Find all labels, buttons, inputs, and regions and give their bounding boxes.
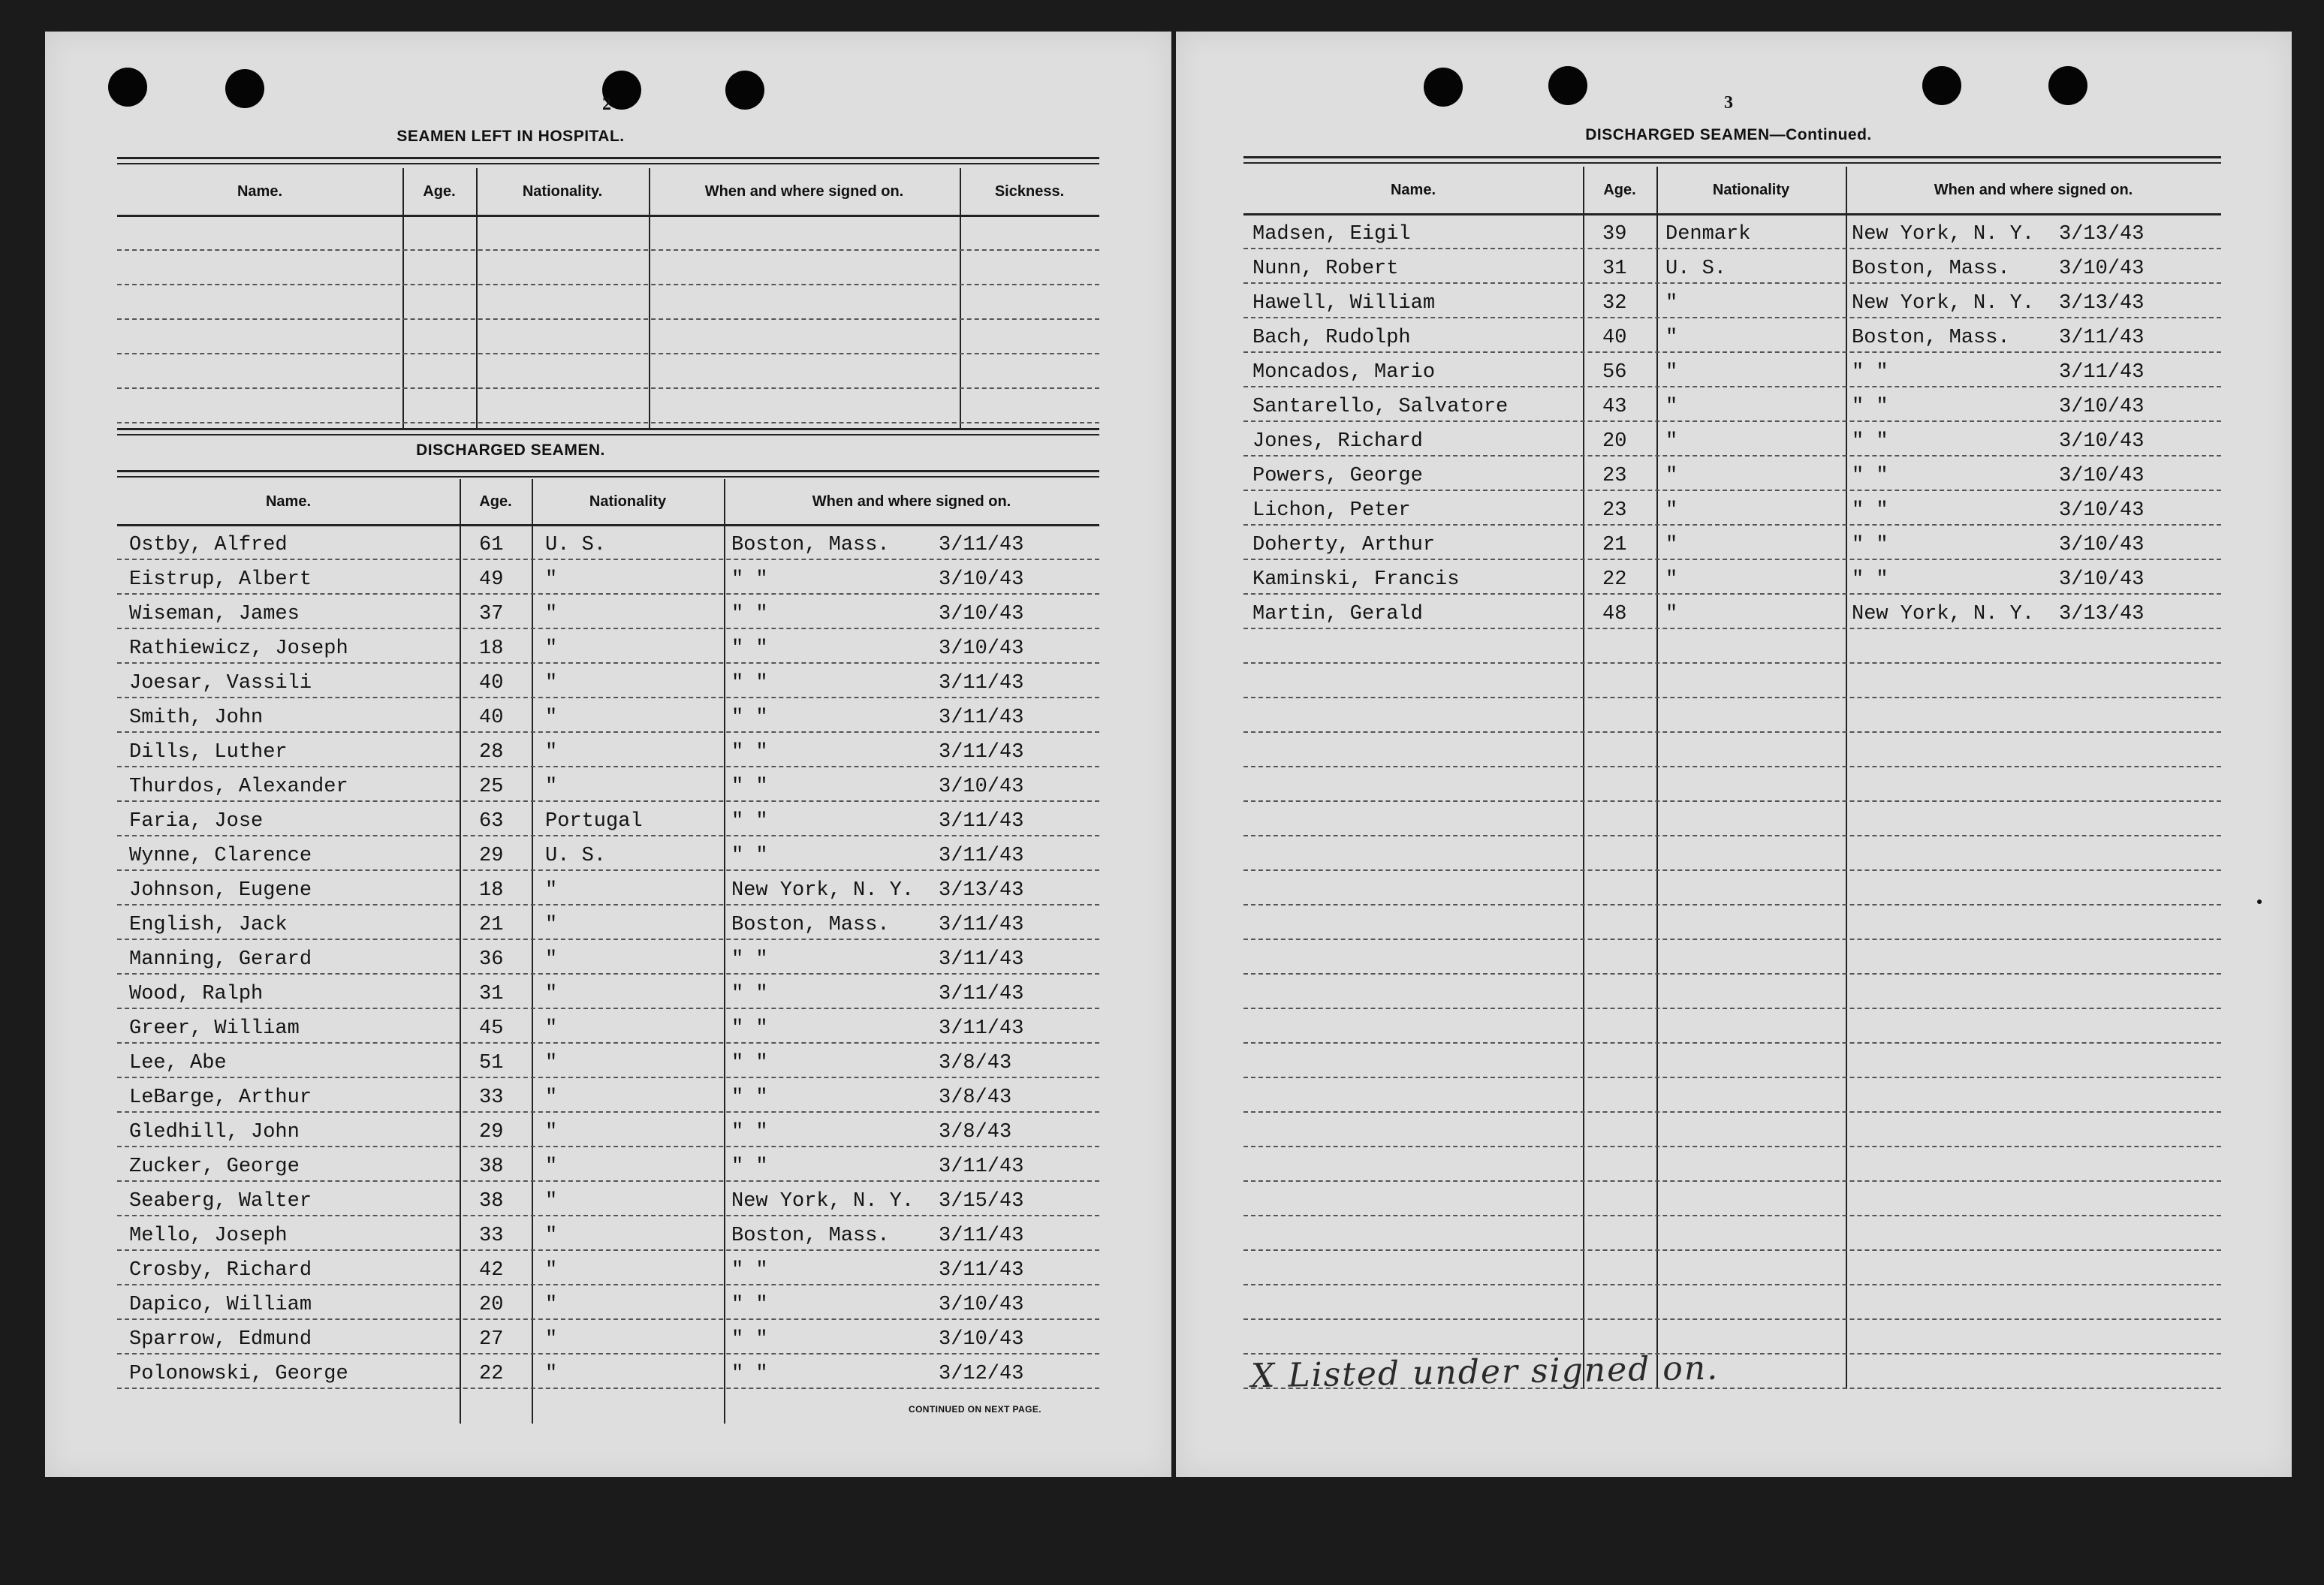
seaman-age: 63 xyxy=(479,810,504,833)
header-nationality: Nationality. xyxy=(522,182,603,200)
hospital-section-title: SEAMEN LEFT IN HOSPITAL. xyxy=(396,128,625,145)
seaman-nationality: " xyxy=(545,983,558,1005)
header-name: Name. xyxy=(1390,181,1436,198)
signed-on-place: " " xyxy=(1852,568,1888,591)
seaman-age: 18 xyxy=(479,879,504,902)
seaman-name: Johnson, Eugene xyxy=(129,879,312,902)
table-row xyxy=(117,662,1099,698)
signed-on-place: Boston, Mass. xyxy=(731,914,890,936)
seaman-nationality: " xyxy=(1665,396,1678,418)
seaman-nationality: " xyxy=(545,1294,558,1316)
signed-on-place: " " xyxy=(731,776,768,798)
signed-on-place: " " xyxy=(1852,361,1888,384)
table-row xyxy=(117,284,1099,320)
table-row xyxy=(1243,800,2221,836)
seaman-name: Mello, Joseph xyxy=(129,1225,288,1247)
hospital-table xyxy=(117,168,1099,429)
paper-speck xyxy=(2257,899,2262,904)
signed-on-place: " " xyxy=(731,1294,768,1316)
table-row xyxy=(1243,282,2221,318)
table-row xyxy=(117,766,1099,802)
signed-on-place: " " xyxy=(731,568,768,591)
seaman-name: Ostby, Alfred xyxy=(129,534,288,556)
seaman-age: 39 xyxy=(1602,223,1627,246)
signed-on-place: Boston, Mass. xyxy=(1852,258,2010,280)
seaman-nationality: " xyxy=(545,1017,558,1040)
signed-on-date: 3/11/43 xyxy=(939,1156,1024,1178)
discharged-table xyxy=(117,479,1099,1424)
signed-on-date: 3/8/43 xyxy=(939,1086,1012,1109)
table-row xyxy=(1243,213,2221,249)
seaman-nationality: " xyxy=(1665,499,1678,522)
table-row xyxy=(1243,593,2221,629)
seaman-nationality: " xyxy=(545,568,558,591)
table-row xyxy=(1243,766,2221,802)
table-row xyxy=(1243,1318,2221,1354)
signed-on-date: 3/11/43 xyxy=(939,948,1024,971)
signed-on-date: 3/11/43 xyxy=(2059,327,2145,349)
table-row xyxy=(1243,1008,2221,1044)
signed-on-place: " " xyxy=(1852,465,1888,487)
table-row xyxy=(1243,351,2221,387)
table-row xyxy=(1243,490,2221,526)
signed-on-date: 3/10/43 xyxy=(2059,568,2145,591)
seaman-nationality: " xyxy=(545,603,558,625)
signed-on-place: " " xyxy=(731,983,768,1005)
table-row xyxy=(1243,1042,2221,1078)
table-row xyxy=(1243,1111,2221,1147)
signed-on-date: 3/11/43 xyxy=(939,1017,1024,1040)
table-row xyxy=(117,1008,1099,1044)
seaman-nationality: " xyxy=(1665,465,1678,487)
header-signed-on: When and where signed on. xyxy=(1934,181,2133,198)
seaman-nationality: " xyxy=(545,741,558,764)
seaman-nationality: " xyxy=(545,1328,558,1351)
table-row xyxy=(117,1077,1099,1113)
seaman-name: Moncados, Mario xyxy=(1252,361,1436,384)
seaman-name: Joesar, Vassili xyxy=(129,672,312,695)
seaman-name: Santarello, Salvatore xyxy=(1252,396,1509,418)
seaman-nationality: " xyxy=(1665,292,1678,315)
signed-on-place: " " xyxy=(731,948,768,971)
seaman-name: Gledhill, John xyxy=(129,1121,300,1144)
seaman-age: 27 xyxy=(479,1328,504,1351)
table-row xyxy=(1243,1146,2221,1182)
table-row xyxy=(117,1249,1099,1285)
table-row xyxy=(117,387,1099,423)
discharged-continued-table xyxy=(1243,167,2221,1389)
seaman-name: Bach, Rudolph xyxy=(1252,327,1411,349)
seaman-nationality: " xyxy=(545,914,558,936)
seaman-nationality: " xyxy=(1665,327,1678,349)
seaman-age: 22 xyxy=(1602,568,1627,591)
seaman-nationality: " xyxy=(1665,430,1678,453)
seaman-name: English, Jack xyxy=(129,914,288,936)
signed-on-place: " " xyxy=(731,1121,768,1144)
signed-on-place: Boston, Mass. xyxy=(731,534,890,556)
signed-on-date: 3/12/43 xyxy=(939,1363,1024,1385)
seaman-age: 33 xyxy=(479,1086,504,1109)
handwritten-note: X Listed under signed on. xyxy=(1250,1348,1720,1396)
table-row xyxy=(117,904,1099,940)
seaman-nationality: U. S. xyxy=(545,845,607,867)
signed-on-date: 3/11/43 xyxy=(939,810,1024,833)
seaman-name: Wiseman, James xyxy=(129,603,300,625)
table-row xyxy=(1243,1284,2221,1320)
seaman-name: Zucker, George xyxy=(129,1156,300,1178)
seaman-age: 32 xyxy=(1602,292,1627,315)
table-row xyxy=(117,1353,1099,1389)
seaman-name: Sparrow, Edmund xyxy=(129,1328,312,1351)
table-row xyxy=(117,215,1099,251)
signed-on-date: 3/8/43 xyxy=(939,1052,1012,1074)
signed-on-place: " " xyxy=(731,637,768,660)
table-row xyxy=(1243,835,2221,871)
seaman-nationality: " xyxy=(545,776,558,798)
seaman-age: 25 xyxy=(479,776,504,798)
seaman-name: LeBarge, Arthur xyxy=(129,1086,312,1109)
signed-on-date: 3/11/43 xyxy=(939,983,1024,1005)
seaman-nationality: " xyxy=(545,1259,558,1282)
table-row xyxy=(1243,386,2221,422)
table-row xyxy=(117,1146,1099,1182)
seaman-nationality: " xyxy=(545,1121,558,1144)
seaman-name: Lichon, Peter xyxy=(1252,499,1411,522)
table-row xyxy=(117,628,1099,664)
signed-on-date: 3/11/43 xyxy=(939,845,1024,867)
seaman-age: 31 xyxy=(1602,258,1627,280)
signed-on-date: 3/11/43 xyxy=(939,707,1024,729)
seaman-age: 48 xyxy=(1602,603,1627,625)
seaman-age: 38 xyxy=(479,1156,504,1178)
section-rule xyxy=(117,157,1099,159)
signed-on-date: 3/10/43 xyxy=(2059,258,2145,280)
signed-on-place: " " xyxy=(731,1017,768,1040)
punch-hole xyxy=(2048,66,2087,105)
table-row xyxy=(117,835,1099,871)
seaman-name: Faria, Jose xyxy=(129,810,264,833)
table-row xyxy=(1243,420,2221,457)
table-row xyxy=(1243,731,2221,767)
section-rule xyxy=(117,470,1099,472)
seaman-age: 37 xyxy=(479,603,504,625)
signed-on-place: " " xyxy=(731,810,768,833)
header-name: Name. xyxy=(265,493,312,510)
table-row xyxy=(117,318,1099,354)
seaman-age: 29 xyxy=(479,1121,504,1144)
signed-on-date: 3/10/43 xyxy=(2059,465,2145,487)
table-row xyxy=(1243,1180,2221,1216)
table-row xyxy=(1243,317,2221,353)
seaman-name: Nunn, Robert xyxy=(1252,258,1399,280)
seaman-name: Crosby, Richard xyxy=(129,1259,312,1282)
signed-on-place: " " xyxy=(731,1156,768,1178)
seaman-nationality: " xyxy=(545,879,558,902)
table-row xyxy=(1243,1077,2221,1113)
signed-on-place: " " xyxy=(1852,430,1888,453)
seaman-name: Wood, Ralph xyxy=(129,983,264,1005)
seaman-name: Kaminski, Francis xyxy=(1252,568,1460,591)
table-row xyxy=(117,973,1099,1009)
seaman-nationality: " xyxy=(1665,361,1678,384)
seaman-age: 42 xyxy=(479,1259,504,1282)
signed-on-place: New York, N. Y. xyxy=(731,879,915,902)
signed-on-place: " " xyxy=(731,1259,768,1282)
seaman-name: Eistrup, Albert xyxy=(129,568,312,591)
signed-on-date: 3/10/43 xyxy=(939,776,1024,798)
table-row xyxy=(1243,662,2221,698)
signed-on-place: " " xyxy=(731,845,768,867)
discharged-section-title: DISCHARGED SEAMEN. xyxy=(416,441,605,459)
seaman-age: 38 xyxy=(479,1190,504,1213)
seaman-age: 33 xyxy=(479,1225,504,1247)
signed-on-date: 3/10/43 xyxy=(2059,430,2145,453)
seaman-nationality: U. S. xyxy=(1665,258,1727,280)
seaman-nationality: " xyxy=(545,707,558,729)
header-age: Age. xyxy=(423,182,456,200)
punch-hole xyxy=(725,71,764,110)
table-row xyxy=(117,1180,1099,1216)
seaman-age: 29 xyxy=(479,845,504,867)
page-number: 2 xyxy=(602,95,611,114)
header-name: Name. xyxy=(237,182,283,200)
header-nationality: Nationality xyxy=(589,493,667,510)
seaman-age: 61 xyxy=(479,534,504,556)
header-signed-on: When and where signed on. xyxy=(812,493,1011,510)
seaman-age: 20 xyxy=(1602,430,1627,453)
seaman-age: 43 xyxy=(1602,396,1627,418)
signed-on-date: 3/13/43 xyxy=(2059,292,2145,315)
page-number: 3 xyxy=(1724,93,1733,113)
seaman-age: 20 xyxy=(479,1294,504,1316)
seaman-age: 40 xyxy=(479,707,504,729)
table-row xyxy=(117,1042,1099,1078)
seaman-nationality: " xyxy=(545,1363,558,1385)
seaman-nationality: " xyxy=(545,637,558,660)
seaman-nationality: " xyxy=(545,1156,558,1178)
table-row xyxy=(117,1318,1099,1354)
table-row xyxy=(117,800,1099,836)
signed-on-date: 3/11/43 xyxy=(939,1225,1024,1247)
seaman-age: 21 xyxy=(1602,534,1627,556)
seaman-name: Manning, Gerard xyxy=(129,948,312,971)
seaman-nationality: " xyxy=(545,948,558,971)
signed-on-place: " " xyxy=(731,1086,768,1109)
table-row xyxy=(117,869,1099,905)
table-row xyxy=(117,249,1099,285)
seaman-nationality: " xyxy=(1665,603,1678,625)
continued-note: CONTINUED ON NEXT PAGE. xyxy=(909,1404,1041,1415)
signed-on-date: 3/13/43 xyxy=(939,879,1024,902)
punch-hole xyxy=(108,68,147,107)
signed-on-place: " " xyxy=(731,672,768,695)
table-row xyxy=(117,1111,1099,1147)
signed-on-place: " " xyxy=(731,603,768,625)
seaman-name: Powers, George xyxy=(1252,465,1423,487)
seaman-nationality: " xyxy=(545,1190,558,1213)
left-page xyxy=(45,32,1171,1477)
signed-on-date: 3/10/43 xyxy=(939,637,1024,660)
seaman-name: Greer, William xyxy=(129,1017,300,1040)
seaman-age: 49 xyxy=(479,568,504,591)
seaman-age: 23 xyxy=(1602,465,1627,487)
seaman-age: 56 xyxy=(1602,361,1627,384)
signed-on-date: 3/11/43 xyxy=(939,672,1024,695)
seaman-nationality: " xyxy=(545,672,558,695)
signed-on-date: 3/10/43 xyxy=(2059,499,2145,522)
signed-on-place: " " xyxy=(731,1052,768,1074)
signed-on-place: " " xyxy=(1852,396,1888,418)
table-row xyxy=(117,1215,1099,1251)
seaman-age: 40 xyxy=(1602,327,1627,349)
seaman-name: Thurdos, Alexander xyxy=(129,776,348,798)
signed-on-date: 3/10/43 xyxy=(939,1328,1024,1351)
header-age: Age. xyxy=(479,493,512,510)
seaman-nationality: " xyxy=(545,1225,558,1247)
continued-section-title: DISCHARGED SEAMEN—Continued. xyxy=(1585,126,1872,143)
signed-on-place: New York, N. Y. xyxy=(1852,292,2035,315)
seaman-age: 51 xyxy=(479,1052,504,1074)
seaman-age: 21 xyxy=(479,914,504,936)
signed-on-date: 3/11/43 xyxy=(939,1259,1024,1282)
signed-on-place: New York, N. Y. xyxy=(1852,603,2035,625)
signed-on-date: 3/10/43 xyxy=(939,1294,1024,1316)
seaman-name: Polonowski, George xyxy=(129,1363,348,1385)
table-row xyxy=(1243,248,2221,284)
signed-on-date: 3/13/43 xyxy=(2059,603,2145,625)
signed-on-place: New York, N. Y. xyxy=(731,1190,915,1213)
seaman-name: Doherty, Arthur xyxy=(1252,534,1436,556)
table-row xyxy=(1243,455,2221,491)
table-row xyxy=(117,353,1099,389)
signed-on-place: " " xyxy=(1852,534,1888,556)
signed-on-place: " " xyxy=(731,1363,768,1385)
punch-hole xyxy=(1424,68,1463,107)
section-rule xyxy=(1243,156,2221,158)
header-sickness: Sickness. xyxy=(994,182,1065,200)
seaman-age: 45 xyxy=(479,1017,504,1040)
seaman-name: Lee, Abe xyxy=(129,1052,227,1074)
signed-on-place: " " xyxy=(1852,499,1888,522)
table-row xyxy=(1243,524,2221,560)
table-row xyxy=(117,559,1099,595)
signed-on-date: 3/11/43 xyxy=(939,534,1024,556)
seaman-nationality: Portugal xyxy=(545,810,643,833)
header-age: Age. xyxy=(1603,181,1636,198)
seaman-nationality: " xyxy=(1665,568,1678,591)
seaman-nationality: " xyxy=(545,1086,558,1109)
seaman-nationality: Denmark xyxy=(1665,223,1751,246)
table-row xyxy=(1243,1249,2221,1285)
seaman-age: 31 xyxy=(479,983,504,1005)
seaman-nationality: U. S. xyxy=(545,534,607,556)
signed-on-date: 3/15/43 xyxy=(939,1190,1024,1213)
seaman-age: 36 xyxy=(479,948,504,971)
table-row xyxy=(117,593,1099,629)
table-header xyxy=(1243,167,2221,215)
seaman-age: 23 xyxy=(1602,499,1627,522)
table-row xyxy=(117,697,1099,733)
seaman-name: Rathiewicz, Joseph xyxy=(129,637,348,660)
seaman-name: Smith, John xyxy=(129,707,264,729)
header-signed-on: When and where signed on. xyxy=(704,182,904,200)
seaman-name: Martin, Gerald xyxy=(1252,603,1423,625)
table-row xyxy=(117,1284,1099,1320)
signed-on-place: New York, N. Y. xyxy=(1852,223,2035,246)
seaman-name: Seaberg, Walter xyxy=(129,1190,312,1213)
table-row xyxy=(1243,1215,2221,1251)
signed-on-date: 3/10/43 xyxy=(939,603,1024,625)
signed-on-date: 3/11/43 xyxy=(939,914,1024,936)
table-row xyxy=(117,731,1099,767)
signed-on-place: Boston, Mass. xyxy=(731,1225,890,1247)
table-row xyxy=(1243,628,2221,664)
signed-on-date: 3/11/43 xyxy=(939,741,1024,764)
signed-on-date: 3/10/43 xyxy=(2059,396,2145,418)
seaman-name: Wynne, Clarence xyxy=(129,845,312,867)
seaman-name: Madsen, Eigil xyxy=(1252,223,1411,246)
signed-on-place: Boston, Mass. xyxy=(1852,327,2010,349)
signed-on-date: 3/8/43 xyxy=(939,1121,1012,1144)
signed-on-date: 3/11/43 xyxy=(2059,361,2145,384)
table-row xyxy=(117,524,1099,560)
table-header xyxy=(117,168,1099,217)
punch-hole xyxy=(1548,66,1587,105)
seaman-age: 18 xyxy=(479,637,504,660)
section-rule xyxy=(117,428,1099,430)
table-row xyxy=(1243,697,2221,733)
signed-on-date: 3/10/43 xyxy=(2059,534,2145,556)
table-row xyxy=(1243,904,2221,940)
table-row xyxy=(1243,973,2221,1009)
table-row xyxy=(1243,869,2221,905)
punch-hole xyxy=(1922,66,1961,105)
seaman-nationality: " xyxy=(1665,534,1678,556)
table-row xyxy=(1243,559,2221,595)
table-row xyxy=(117,939,1099,975)
seaman-name: Dapico, William xyxy=(129,1294,312,1316)
table-row xyxy=(1243,939,2221,975)
table-header xyxy=(117,479,1099,526)
signed-on-date: 3/13/43 xyxy=(2059,223,2145,246)
header-nationality: Nationality xyxy=(1712,181,1790,198)
signed-on-place: " " xyxy=(731,741,768,764)
right-page xyxy=(1176,32,2292,1477)
seaman-name: Jones, Richard xyxy=(1252,430,1423,453)
seaman-age: 40 xyxy=(479,672,504,695)
seaman-age: 28 xyxy=(479,741,504,764)
seaman-age: 22 xyxy=(479,1363,504,1385)
signed-on-place: " " xyxy=(731,707,768,729)
seaman-name: Hawell, William xyxy=(1252,292,1436,315)
seaman-name: Dills, Luther xyxy=(129,741,288,764)
seaman-nationality: " xyxy=(545,1052,558,1074)
signed-on-date: 3/10/43 xyxy=(939,568,1024,591)
signed-on-place: " " xyxy=(731,1328,768,1351)
punch-hole xyxy=(225,69,264,108)
